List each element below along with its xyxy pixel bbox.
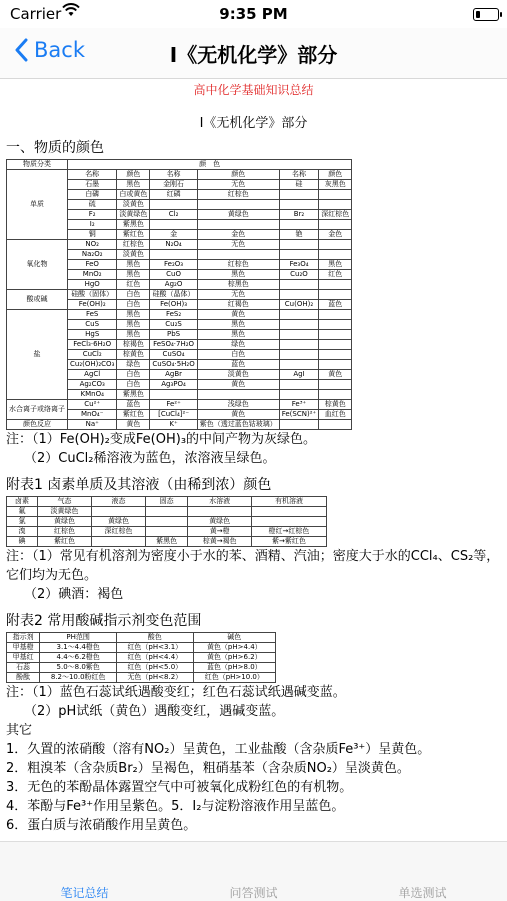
table-cell: MnO₄⁻: [68, 410, 117, 420]
table-cell: 红棕色: [38, 527, 92, 537]
status-bar: [0, 0, 507, 28]
table-cell: 气态: [38, 497, 92, 507]
table-cell: [319, 340, 352, 350]
table-cell: [197, 220, 279, 230]
other-item: 1．久置的浓硝酸（溶有NO₂）呈黄色，工业盐酸（含杂质Fe³⁺）呈黄色。: [6, 742, 431, 757]
table-cell: I₂: [68, 220, 117, 230]
battery-icon: [473, 8, 499, 21]
table-cell: N₂O₄: [150, 240, 197, 250]
table-cell: Na₂O₂: [68, 250, 117, 260]
table-cell: 5.0～8.0紫色: [40, 663, 117, 673]
table-cell: Fe₂O₃: [150, 260, 197, 270]
table-cell: 紫黑色: [117, 220, 150, 230]
table-cell: 液态: [91, 497, 145, 507]
table-header-row: [7, 633, 276, 643]
table-cell: 深红棕色: [91, 527, 145, 537]
table-cell: 棕黑色: [197, 280, 279, 290]
table-cell: 单质: [7, 170, 68, 240]
note-text: 注：（1）Fe(OH)₂变成Fe(OH)₃的中间产物为灰绿色。: [6, 432, 317, 447]
table-cell: 碱色: [193, 633, 275, 643]
table-cell: 硅酸（晶体）: [150, 290, 197, 300]
tab-qa-test[interactable]: 问答测试: [229, 886, 278, 900]
table-cell: 水合离子或络离子: [7, 400, 68, 420]
appendix-heading: 附表2 常用酸碱指示剂变色范围: [6, 613, 202, 629]
table-cell: [319, 200, 352, 210]
table-cell: Cu₂O: [279, 270, 318, 280]
table-cell: 橙红→红棕色: [251, 527, 326, 537]
table-row: [7, 240, 352, 250]
other-item: 4．苯酚与Fe³⁺作用呈紫色。5．I₂与淀粉溶液作用呈蓝色。: [6, 799, 345, 814]
table-cell: [197, 250, 279, 260]
table-row: [7, 653, 276, 663]
table-cell: Fe(SCN)²⁺: [279, 410, 318, 420]
table-cell: 红色: [319, 270, 352, 280]
table-cell: 名称: [68, 170, 117, 180]
table-cell: 棕黄色: [319, 400, 352, 410]
table-cell: 黑色: [319, 260, 352, 270]
table-cell: 盐: [7, 310, 68, 400]
table-cell: 铯: [279, 230, 318, 240]
table-cell: 蓝色: [197, 360, 279, 370]
header-cell: 颜 色: [68, 160, 352, 170]
table-cell: 颜色: [197, 170, 279, 180]
table-cell: 血红色: [319, 410, 352, 420]
table-cell: CuCl₂: [68, 350, 117, 360]
note-text: （2）pH试纸（黄色）遇酸变红，遇碱变蓝。: [24, 704, 285, 719]
table-cell: [91, 507, 145, 517]
table-cell: Cu(OH)₂: [279, 300, 318, 310]
table-cell: [319, 420, 352, 430]
table-cell: 白磷: [68, 190, 117, 200]
table-cell: 颜色: [117, 170, 150, 180]
table-cell: [319, 380, 352, 390]
table-cell: 水溶液: [188, 497, 252, 507]
table-cell: 黄色（pH>4.4）: [193, 643, 275, 653]
table-cell: [319, 360, 352, 370]
table-cell: 黄→橙: [188, 527, 252, 537]
table-cell: 硅酸（固体）: [68, 290, 117, 300]
table-cell: [319, 350, 352, 360]
note-text: 注：（1）蓝色石蕊试纸遇酸变红；红色石蕊试纸遇碱变蓝。: [6, 685, 346, 700]
table-cell: 红色（pH<5.0）: [116, 663, 193, 673]
navigation-bar: [0, 28, 507, 79]
table-row: [7, 643, 276, 653]
table-cell: PH范围: [40, 633, 117, 643]
table-row: [7, 527, 327, 537]
table-row: [7, 400, 352, 410]
table-cell: FeSO₄·7H₂O: [150, 340, 197, 350]
carrier-label: Carrier: [10, 5, 62, 23]
table-cell: 黑色: [117, 260, 150, 270]
table-row: [7, 663, 276, 673]
table-cell: 碘: [7, 537, 38, 547]
table-cell: Na⁺: [68, 420, 117, 430]
table-cell: [319, 320, 352, 330]
table-cell: 红棕色: [197, 190, 279, 200]
table-cell: 蓝色: [117, 400, 150, 410]
table-cell: 4.4～6.2橙色: [40, 653, 117, 663]
note-text: （2）CuCl₂稀溶液为蓝色，浓溶液呈绿色。: [24, 451, 276, 466]
table-cell: CuS: [68, 320, 117, 330]
table-cell: 深红棕色: [319, 210, 352, 220]
table-cell: [150, 220, 197, 230]
table-cell: CuO: [150, 270, 197, 280]
table-cell: 棕黄→褐色: [188, 537, 252, 547]
table-cell: 红棕色: [197, 260, 279, 270]
table-cell: 名称: [150, 170, 197, 180]
table-cell: CuSO₄: [150, 350, 197, 360]
header-cell: 物质分类: [7, 160, 68, 170]
table-cell: [319, 190, 352, 200]
table-header-row: [7, 160, 352, 170]
table-cell: 铜: [68, 230, 117, 240]
table-row: [7, 420, 352, 430]
table-cell: 金色: [197, 230, 279, 240]
table-cell: AgBr: [150, 370, 197, 380]
table-cell: 黄绿色: [38, 517, 92, 527]
table-cell: 颜色: [319, 170, 352, 180]
table-cell: 颜色反应: [7, 420, 68, 430]
table-cell: Cl₂: [150, 210, 197, 220]
table-cell: 淡黄绿色: [117, 210, 150, 220]
table-cell: 黄色: [117, 420, 150, 430]
note-text: （2）碘酒：褐色: [24, 587, 124, 602]
tab-bar: [0, 841, 507, 901]
table-cell: [319, 220, 352, 230]
table-cell: 灰黑色: [319, 180, 352, 190]
table-cell: Cu₂S: [150, 320, 197, 330]
table-cell: 白色: [117, 290, 150, 300]
table-cell: 甲基红: [7, 653, 40, 663]
table-cell: [279, 390, 318, 400]
table-cell: 无色: [197, 240, 279, 250]
table-cell: 黄绿色: [188, 517, 252, 527]
table-cell: 黑色: [117, 270, 150, 280]
table-cell: 红色（pH<4.4）: [116, 653, 193, 663]
table-cell: Ag₂CO₃: [68, 380, 117, 390]
table-cell: Cu²⁺: [68, 400, 117, 410]
table-cell: 黑色: [117, 330, 150, 340]
table-cell: [188, 507, 252, 517]
table-cell: 黄色: [197, 310, 279, 320]
table-cell: 无色（pH<8.2）: [116, 673, 193, 683]
table-cell: [279, 220, 318, 230]
table-cell: FeS: [68, 310, 117, 320]
table-cell: 紫黑色: [145, 537, 188, 547]
table-cell: 酸色: [116, 633, 193, 643]
table-cell: 固态: [145, 497, 188, 507]
page-title: Ⅰ《无机化学》部分: [169, 43, 338, 67]
table-cell: 白色: [197, 350, 279, 360]
table-row: [7, 537, 327, 547]
table-cell: [279, 330, 318, 340]
table-cell: [319, 390, 352, 400]
table-cell: [279, 310, 318, 320]
table-cell: [279, 420, 318, 430]
note-text: 注：（1）常见有机溶剂为密度小于水的苯、酒精、汽油；密度大于水的CCl₄、CS₂等，它们均为无色。: [6, 549, 500, 583]
table-row: [7, 517, 327, 527]
table-cell: Cu₂(OH)₂CO₃: [68, 360, 117, 370]
other-heading: 其它: [6, 723, 33, 738]
table-cell: [319, 310, 352, 320]
table-cell: 有机溶液: [251, 497, 326, 507]
table-cell: FeCl₃·6H₂O: [68, 340, 117, 350]
table-cell: 淡黄色: [117, 250, 150, 260]
table-cell: 淡黄绿色: [38, 507, 92, 517]
document-title: 高中化学基础知识总结: [193, 83, 314, 97]
table-cell: [150, 390, 197, 400]
table-cell: [145, 517, 188, 527]
table-cell: [279, 360, 318, 370]
other-item: 3．无色的苯酚晶体露置空气中可被氧化成粉红色的有机物。: [6, 780, 353, 795]
table-cell: [319, 330, 352, 340]
table-cell: FeO: [68, 260, 117, 270]
other-item: 6．蛋白质与浓硝酸作用呈黄色。: [6, 818, 197, 833]
table-cell: [279, 380, 318, 390]
table-row: [7, 507, 327, 517]
table-cell: [279, 240, 318, 250]
table-cell: Fe³⁺: [279, 400, 318, 410]
table-cell: 黄绿色: [197, 210, 279, 220]
table-cell: 棕黄色: [117, 350, 150, 360]
table-cell: 紫红色: [38, 537, 92, 547]
table-cell: [150, 200, 197, 210]
table-cell: 白色: [117, 300, 150, 310]
table-cell: [145, 527, 188, 537]
table-cell: [319, 290, 352, 300]
table-cell: 淡黄色: [197, 370, 279, 380]
table-cell: 酸或碱: [7, 290, 68, 310]
tab-choice-test[interactable]: 单选测试: [398, 886, 447, 900]
table-cell: 蓝色（pH>8.0）: [193, 663, 275, 673]
table-cell: [150, 250, 197, 260]
table-row: [7, 170, 352, 180]
table-cell: 名称: [279, 170, 318, 180]
indicator-table: [6, 632, 276, 683]
table-cell: 黑色: [117, 320, 150, 330]
table-cell: Fe₃O₄: [279, 260, 318, 270]
table-cell: 红磷: [150, 190, 197, 200]
table-cell: 硅: [279, 180, 318, 190]
heading-colors: 一、物质的颜色: [6, 140, 104, 156]
table-cell: 卤素: [7, 497, 38, 507]
table-cell: 金: [150, 230, 197, 240]
table-cell: [279, 320, 318, 330]
table-cell: KMnO₄: [68, 390, 117, 400]
table-cell: 石墨: [68, 180, 117, 190]
table-cell: 黄色（pH>6.2）: [193, 653, 275, 663]
table-cell: 黄色: [197, 410, 279, 420]
table-cell: Fe²⁺: [150, 400, 197, 410]
table-cell: 黑色: [197, 320, 279, 330]
table-row: [7, 290, 352, 300]
table-cell: Fe(OH)₂: [68, 300, 117, 310]
table-cell: 3.1～4.4橙色: [40, 643, 117, 653]
table-cell: Ag₂O: [150, 280, 197, 290]
table-cell: 紫→紫红色: [251, 537, 326, 547]
table-cell: K⁺: [150, 420, 197, 430]
table-cell: 黑色: [117, 310, 150, 320]
table-cell: 酚酞: [7, 673, 40, 683]
document-content[interactable]: [0, 79, 507, 841]
table-cell: [279, 280, 318, 290]
back-label: Back: [34, 38, 85, 62]
table-cell: 红色: [117, 280, 150, 290]
table-cell: 黑色: [197, 270, 279, 280]
table-cell: 蓝色: [319, 300, 352, 310]
table-cell: 紫色（透过蓝色钴玻璃）: [197, 420, 279, 430]
table-cell: 金色: [319, 230, 352, 240]
table-cell: 黄色: [319, 370, 352, 380]
table-cell: [279, 250, 318, 260]
table-cell: 黄色: [197, 380, 279, 390]
table-cell: 红色（pH<3.1）: [116, 643, 193, 653]
table-cell: 甲基橙: [7, 643, 40, 653]
table-cell: [279, 200, 318, 210]
table-cell: [279, 350, 318, 360]
table-cell: 溴: [7, 527, 38, 537]
table-cell: AgI: [279, 370, 318, 380]
table-cell: HgO: [68, 280, 117, 290]
table-cell: 绿色: [197, 340, 279, 350]
table-cell: 无色: [197, 290, 279, 300]
table-cell: [279, 190, 318, 200]
table-cell: HgS: [68, 330, 117, 340]
table-cell: 红色（pH>10.0）: [193, 673, 275, 683]
table-cell: 无色: [197, 180, 279, 190]
table-cell: FeS₂: [150, 310, 197, 320]
table-cell: [319, 250, 352, 260]
color-table: [6, 159, 352, 430]
table-cell: [145, 507, 188, 517]
table-cell: 白色: [117, 380, 150, 390]
table-cell: 淡黄色: [117, 200, 150, 210]
table-cell: 白色: [117, 370, 150, 380]
table-cell: 红褐色: [197, 300, 279, 310]
table-cell: 紫黑色: [117, 390, 150, 400]
table-cell: 氧化物: [7, 240, 68, 290]
table-cell: NO₂: [68, 240, 117, 250]
appendix-heading: 附表1 卤素单质及其溶液（由稀到浓）颜色: [6, 477, 272, 493]
table-cell: 白或黄色: [117, 190, 150, 200]
table-cell: Ag₃PO₄: [150, 380, 197, 390]
table-cell: 氟: [7, 507, 38, 517]
table-cell: [197, 200, 279, 210]
table-cell: 黄绿色: [91, 517, 145, 527]
table-cell: [251, 517, 326, 527]
table-cell: 黑色: [197, 330, 279, 340]
table-cell: 8.2～10.0粉红色: [40, 673, 117, 683]
table-cell: [319, 240, 352, 250]
table-cell: 绿色: [117, 360, 150, 370]
table-cell: 石蕊: [7, 663, 40, 673]
table-cell: 棕褐色: [117, 340, 150, 350]
table-cell: 黑色: [117, 180, 150, 190]
table-cell: MnO₂: [68, 270, 117, 280]
section-title: Ⅰ《无机化学》部分: [199, 116, 308, 131]
table-cell: [CuCl₄]²⁻: [150, 410, 197, 420]
table-cell: 指示剂: [7, 633, 40, 643]
halogen-table: [6, 496, 327, 547]
table-cell: [279, 290, 318, 300]
table-cell: F₂: [68, 210, 117, 220]
table-cell: 红棕色: [117, 240, 150, 250]
table-cell: Fe(OH)₃: [150, 300, 197, 310]
table-row: [7, 310, 352, 320]
table-cell: 浅绿色: [197, 400, 279, 410]
table-cell: [197, 390, 279, 400]
table-cell: CuSO₄·5H₂O: [150, 360, 197, 370]
table-cell: [319, 280, 352, 290]
table-cell: AgCl: [68, 370, 117, 380]
status-time: 9:35 PM: [219, 5, 288, 23]
table-cell: 金刚石: [150, 180, 197, 190]
table-cell: 紫红色: [117, 230, 150, 240]
table-cell: 硫: [68, 200, 117, 210]
table-cell: 紫红色: [117, 410, 150, 420]
table-header-row: [7, 497, 327, 507]
table-cell: [279, 340, 318, 350]
table-cell: 氯: [7, 517, 38, 527]
table-cell: Br₂: [279, 210, 318, 220]
table-cell: PbS: [150, 330, 197, 340]
table-cell: [91, 537, 145, 547]
table-cell: [251, 507, 326, 517]
tab-notes[interactable]: 笔记总结: [60, 886, 109, 900]
other-item: 2．粗溴苯（含杂质Br₂）呈褐色，粗硝基苯（含杂质NO₂）呈淡黄色。: [6, 761, 410, 776]
table-row: [7, 673, 276, 683]
